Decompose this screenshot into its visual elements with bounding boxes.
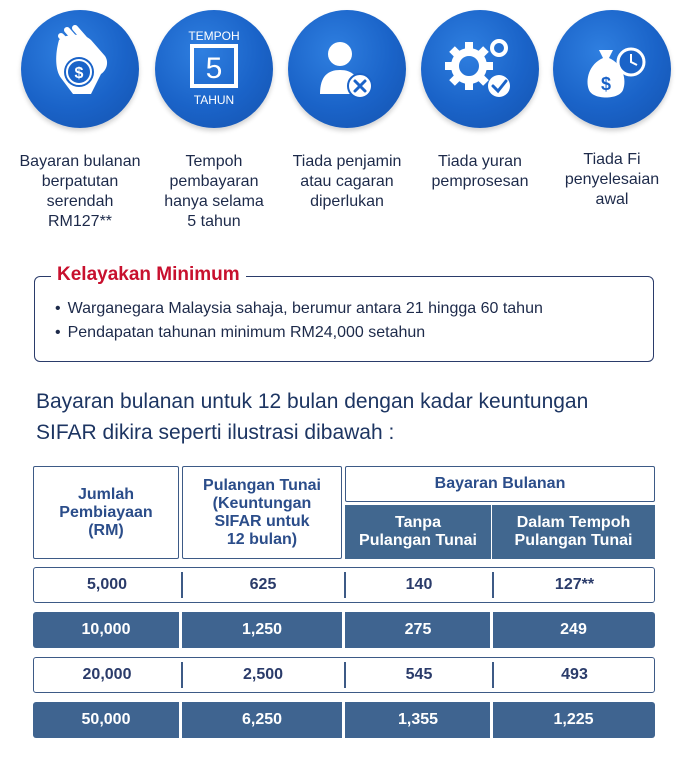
cell-cashback: 625 — [249, 576, 277, 593]
feature-low-payment — [13, 0, 147, 232]
svg-text:$: $ — [74, 65, 84, 82]
eligibility-box — [34, 264, 654, 362]
feature-label: Bayaran bulanan berpatutan serendah RM127** — [19, 153, 141, 230]
cell-without-cashback: 1,355 — [397, 711, 439, 728]
money-bag-clock-icon — [553, 10, 671, 128]
feature-no-processing-fee — [413, 0, 547, 192]
eligibility-list — [55, 297, 543, 345]
header-without-cashback: Tanpa Pulangan Tunai — [345, 505, 491, 559]
calendar-5-years-icon — [155, 10, 273, 128]
feature-tenure — [147, 0, 281, 232]
eligibility-item: • Pendapatan tahunan minimum RM24,000 setahun — [55, 321, 543, 345]
cell-with-cashback: 127** — [554, 576, 595, 593]
table-row — [33, 567, 655, 603]
cell-with-cashback: 249 — [560, 621, 587, 638]
hand-coin-icon — [21, 10, 139, 128]
calendar-bottom-text: TAHUN — [193, 93, 235, 107]
feature-label: Tempoh pembayaran hanya selama 5 tahun — [164, 153, 264, 230]
cell-without-cashback: 140 — [405, 576, 433, 593]
feature-label: Tiada Fi penyelesaian awal — [564, 151, 660, 208]
cell-amount: 5,000 — [86, 576, 128, 593]
calendar-number: 5 — [205, 52, 223, 85]
header-cashback: Pulangan Tunai (Keuntungan SIFAR untuk 12 bulan) — [182, 466, 342, 559]
cell-cashback: 1,250 — [241, 621, 283, 638]
svg-text:$: $ — [600, 74, 612, 94]
header-with-cashback: Dalam Tempoh Pulangan Tunai — [492, 505, 655, 559]
header-monthly-payment: Bayaran Bulanan — [345, 466, 655, 502]
feature-label: Tiada penjamin atau cagaran diperlukan — [292, 153, 402, 210]
cell-with-cashback: 1,225 — [553, 711, 594, 728]
cell-with-cashback: 493 — [561, 666, 588, 683]
illustration-intro: Bayaran bulanan untuk 12 bulan dengan kadar keuntungan SIFAR dikira seperti ilustrasi dibawah : — [36, 390, 589, 444]
cell-amount: 50,000 — [81, 711, 131, 728]
gears-check-icon — [421, 10, 539, 128]
payment-table — [33, 466, 655, 742]
feature-label: Tiada yuran pemprosesan — [431, 153, 529, 190]
cell-without-cashback: 545 — [405, 666, 433, 683]
table-row — [33, 657, 655, 693]
table-row — [33, 702, 655, 738]
feature-no-settlement-fee — [545, 0, 679, 210]
cell-cashback: 2,500 — [242, 666, 284, 683]
eligibility-title: Kelayakan Minimum — [51, 264, 246, 286]
cell-amount: 10,000 — [81, 621, 131, 638]
cell-cashback: 6,250 — [241, 711, 283, 728]
no-guarantor-icon — [288, 10, 406, 128]
features-section — [0, 0, 692, 250]
header-amount: Jumlah Pembiayaan (RM) — [33, 466, 179, 559]
cell-without-cashback: 275 — [404, 621, 432, 638]
cell-amount: 20,000 — [82, 666, 132, 683]
table-row — [33, 612, 655, 648]
feature-no-guarantor — [280, 0, 414, 212]
calendar-top-text: TEMPOH — [188, 29, 240, 43]
eligibility-item: • Warganegara Malaysia sahaja, berumur antara 21 hingga 60 tahun — [55, 297, 543, 321]
